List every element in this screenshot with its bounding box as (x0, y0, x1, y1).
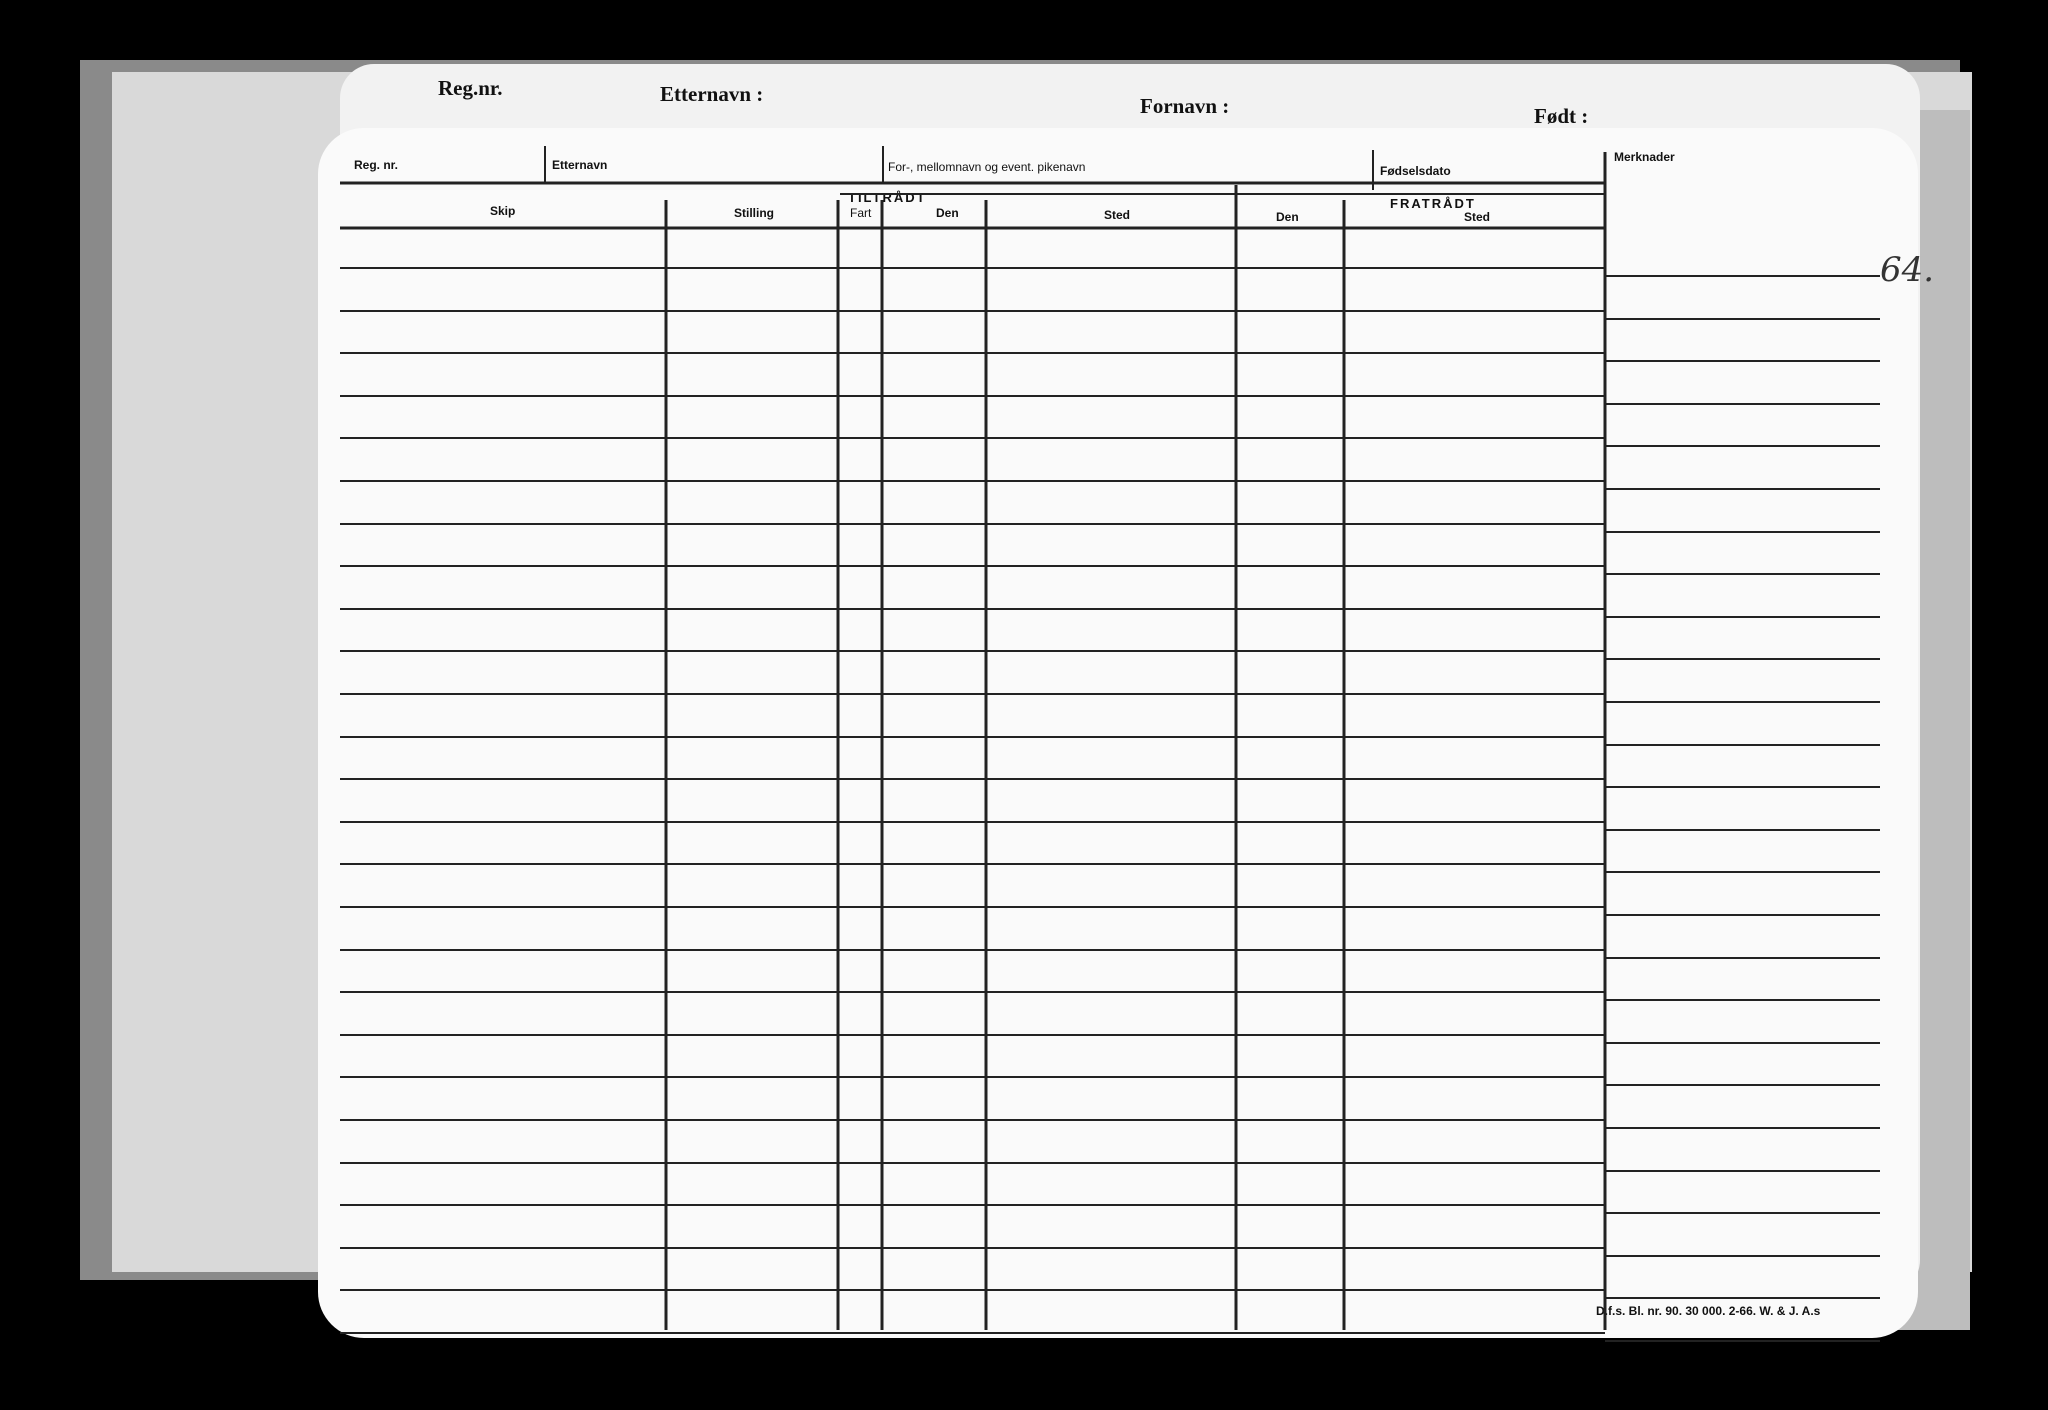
col-skip: Skip (490, 204, 516, 218)
back-fodt-label: Født : (1534, 104, 1589, 128)
fodselsdato-label: Fødselsdato (1380, 164, 1451, 178)
back-reg-nr-label: Reg.nr. (438, 76, 503, 100)
col-tiltradt-den: Den (936, 206, 959, 220)
reg-nr-label: Reg. nr. (354, 158, 399, 172)
col-stilling: Stilling (734, 206, 774, 220)
back-fornavn-label: Fornavn : (1140, 94, 1230, 118)
col-fratradt-sted: Sted (1464, 210, 1491, 224)
back-etternavn-label: Etternavn : (660, 82, 764, 106)
etternavn-label: Etternavn (552, 158, 608, 172)
col-fart: Fart (850, 206, 872, 220)
merknader-label: Merknader (1614, 150, 1675, 164)
fornavn-label: For-, mellomnavn og event. pikenavn (888, 160, 1086, 174)
handwritten-number: 64. (1880, 250, 1935, 290)
fratradt-label: FRATRÅDT (1390, 196, 1476, 211)
col-tiltradt-sted: Sted (1104, 208, 1131, 222)
form-footer-code: D.f.s. Bl. nr. 90. 30 000. 2-66. W. & J. A.s (1596, 1304, 1821, 1318)
tiltradt-label: TILTRÅDT (848, 190, 927, 205)
col-fratradt-den: Den (1276, 210, 1299, 224)
